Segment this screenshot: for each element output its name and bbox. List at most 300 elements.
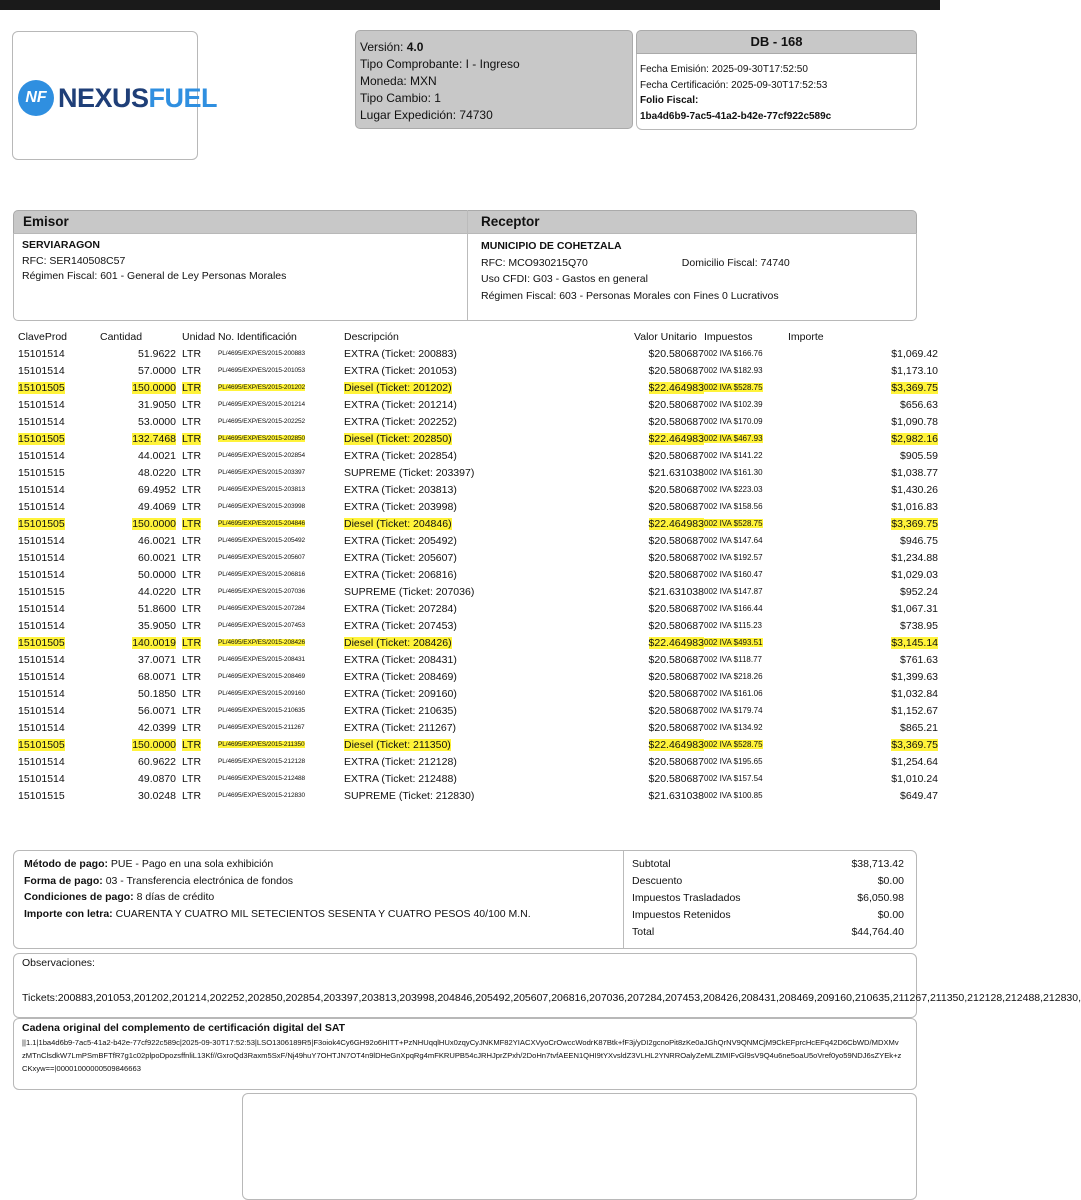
cell-descripcion: EXTRA (Ticket: 200883) [344,347,457,360]
cell-descripcion: EXTRA (Ticket: 201214) [344,398,457,411]
cell-importe: $3,369.75 [891,381,938,394]
cell-descripcion: EXTRA (Ticket: 210635) [344,704,457,717]
cell-valor: $21.631038 [648,466,704,479]
cell-id: PL/4695/EXP/ES/2015-209160 [218,690,306,697]
cell-descripcion: Diesel (Ticket: 208426) [344,636,452,649]
cell-id: PL/4695/EXP/ES/2015-201053 [218,367,306,374]
table-row [18,668,938,685]
cell-importe: $1,069.42 [891,347,938,360]
table-row [18,498,938,515]
cell-id: PL/4695/EXP/ES/2015-212830 [218,792,306,799]
col-cantidad: Cantidad [100,331,143,343]
cell-importe: $1,234.88 [891,551,938,564]
lugar-expedicion: Lugar Expedición: 74730 [360,108,493,122]
cell-valor: $21.631038 [648,789,704,802]
table-row [18,447,938,464]
cell-impuestos: 002 IVA $528.75 [704,383,763,392]
cell-id: PL/4695/EXP/ES/2015-206816 [218,571,306,578]
cell-unidad: LTR [182,551,202,564]
cell-unidad: LTR [182,704,202,717]
cell-valor: $20.580687 [648,551,704,564]
cell-clave: 15101514 [18,449,65,462]
cell-unidad: LTR [182,449,202,462]
cell-cantidad: 53.0000 [138,415,176,428]
cell-descripcion: EXTRA (Ticket: 203813) [344,483,457,496]
cell-cantidad: 150.0000 [132,738,176,751]
cell-id: PL/4695/EXP/ES/2015-202854 [218,452,306,459]
metodo-pago: PUE - Pago en una sola exhibición [110,858,274,870]
table-row [18,634,938,651]
table-row [18,583,938,600]
logo-text: NEXUSFUEL [58,82,218,113]
cell-cantidad: 48.0220 [138,466,176,479]
cell-impuestos: 002 IVA $179.74 [704,706,763,715]
cell-clave: 15101514 [18,364,65,377]
total-row: Impuestos Retenidos $0.00 [632,909,904,921]
cell-cantidad: 49.4069 [138,500,176,513]
cell-descripcion: EXTRA (Ticket: 212128) [344,755,457,768]
cell-clave: 15101514 [18,755,65,768]
table-row [18,702,938,719]
col-clave: ClaveProd [18,331,68,343]
cell-unidad: LTR [182,568,202,581]
cell-id: PL/4695/EXP/ES/2015-205607 [218,554,306,561]
cell-id: PL/4695/EXP/ES/2015-208426 [218,639,306,646]
cell-id: PL/4695/EXP/ES/2015-207453 [218,622,306,629]
cell-id: PL/4695/EXP/ES/2015-211350 [218,741,305,748]
cell-clave: 15101514 [18,347,65,360]
cell-valor: $20.580687 [648,653,704,666]
cell-clave: 15101514 [18,721,65,734]
cell-valor: $20.580687 [648,687,704,700]
cell-impuestos: 002 IVA $223.03 [704,485,763,494]
moneda: Moneda: MXN [360,74,437,88]
cell-id: PL/4695/EXP/ES/2015-212488 [218,775,306,782]
importe-letra: CUARENTA Y CUATRO MIL SETECIENTOS SESENTA Y CUATRO PESOS 40/100 M.N. [115,907,531,920]
cell-clave: 15101514 [18,704,65,717]
receptor-info [481,238,790,304]
folio-label: Folio Fiscal: [640,95,699,106]
cell-valor: $22.464983 [648,738,704,751]
cell-descripcion: EXTRA (Ticket: 203998) [344,500,457,513]
cell-cantidad: 69.4952 [138,483,176,496]
fecha-certificacion: Fecha Certificación: 2025-09-30T17:52:53 [640,79,828,91]
cell-importe: $1,016.83 [891,500,938,513]
cell-unidad: LTR [182,653,202,666]
cell-id: PL/4695/EXP/ES/2015-201214 [218,401,306,408]
table-row [18,464,938,481]
cell-importe: $2,982.16 [891,432,938,445]
cell-impuestos: 002 IVA $157.54 [704,774,763,783]
cell-valor: $20.580687 [648,670,704,683]
cell-descripcion: EXTRA (Ticket: 205492) [344,534,457,547]
cell-importe: $656.63 [900,398,938,411]
cell-unidad: LTR [182,517,202,530]
cell-descripcion: EXTRA (Ticket: 212488) [344,772,457,785]
cell-clave: 15101514 [18,619,65,632]
cell-impuestos: 002 IVA $182.93 [704,366,763,375]
cell-importe: $1,399.63 [891,670,938,683]
cell-clave: 15101515 [18,466,65,479]
cell-cantidad: 68.0071 [138,670,176,683]
cell-clave: 15101514 [18,398,65,411]
cell-importe: $3,145.14 [891,636,938,649]
cell-cantidad: 132.7468 [132,432,176,445]
cell-unidad: LTR [182,500,202,513]
cell-valor: $20.580687 [648,500,704,513]
cell-valor: $20.580687 [648,449,704,462]
cell-unidad: LTR [182,619,202,632]
table-row [18,753,938,770]
cadena-title: Cadena original del complemento de certificación digital del SAT [22,1022,346,1034]
col-impuestos: Impuestos [704,331,753,343]
cell-clave: 15101505 [18,381,65,394]
cell-unidad: LTR [182,398,202,411]
cell-valor: $20.580687 [648,772,704,785]
cell-descripcion: Diesel (Ticket: 211350) [344,738,451,751]
cell-id: PL/4695/EXP/ES/2015-211267 [218,724,305,731]
cell-descripcion: EXTRA (Ticket: 206816) [344,568,457,581]
emisor-regimen: Régimen Fiscal: 601 - General de Ley Personas Morales [22,270,287,282]
cell-impuestos: 002 IVA $170.09 [704,417,763,426]
totals [632,856,904,941]
cell-importe: $946.75 [900,534,938,547]
table-row [18,736,938,753]
cell-impuestos: 002 IVA $100.85 [704,791,763,800]
receptor-heading: Receptor [481,214,540,229]
cell-valor: $21.631038 [648,585,704,598]
cell-importe: $1,090.78 [891,415,938,428]
cell-unidad: LTR [182,466,202,479]
table-row [18,685,938,702]
col-id: No. Identificación [218,331,297,343]
cell-unidad: LTR [182,738,202,751]
cell-valor: $20.580687 [648,364,704,377]
cell-id: PL/4695/EXP/ES/2015-200883 [218,350,306,357]
cell-id: PL/4695/EXP/ES/2015-205492 [218,537,306,544]
cell-descripcion: Diesel (Ticket: 204846) [344,517,452,530]
invoice-id-panel [636,30,917,130]
cell-importe: $1,010.24 [891,772,938,785]
cell-unidad: LTR [182,687,202,700]
total-row: Impuestos Trasladados $6,050.98 [632,892,904,904]
receptor-regimen: Régimen Fiscal: 603 - Personas Morales con Fines 0 Lucrativos [481,289,779,302]
table-row [18,770,938,787]
logo-mark-icon: NF [18,80,54,116]
cell-id: PL/4695/EXP/ES/2015-202850 [218,435,306,442]
cell-id: PL/4695/EXP/ES/2015-208431 [218,656,306,663]
cell-impuestos: 002 IVA $102.39 [704,400,763,409]
cell-unidad: LTR [182,772,202,785]
folio-fiscal: 1ba4d6b9-7ac5-41a2-b42e-77cf922c589c [640,110,832,122]
cell-id: PL/4695/EXP/ES/2015-208469 [218,673,306,680]
cell-descripcion: EXTRA (Ticket: 205607) [344,551,457,564]
col-descripcion: Descripción [344,331,399,343]
items-table [18,329,938,804]
cell-importe: $649.47 [900,789,938,802]
observaciones-title: Observaciones: [22,957,95,969]
table-row [18,600,938,617]
table-row [18,532,938,549]
cell-valor: $22.464983 [648,517,704,530]
payment-info: Método de pago: PUE - Pago en una sola exhibición Forma de pago: 03 - Transferencia electrónica de fondos Condiciones de pago: 8 días de crédito Importe con letra: CUARENTA Y CUATRO MIL SETECIENTOS SESENTA Y CUATRO PESOS 40/100 M.N. [24,858,531,920]
cell-valor: $20.580687 [648,721,704,734]
cell-cantidad: 56.0071 [138,704,176,717]
table-row [18,362,938,379]
cell-clave: 15101505 [18,432,65,445]
cell-clave: 15101505 [18,738,65,751]
table-row [18,481,938,498]
cell-cantidad: 49.0870 [138,772,176,785]
col-unidad: Unidad [182,331,216,343]
cell-clave: 15101514 [18,602,65,615]
condiciones-pago: 8 días de crédito [136,891,215,903]
table-row [18,515,938,532]
table-row [18,379,938,396]
cell-impuestos: 002 IVA $141.22 [704,451,763,460]
receptor-uso: Uso CFDI: G03 - Gastos en general [481,273,648,285]
cell-unidad: LTR [182,483,202,496]
cell-importe: $1,067.31 [891,602,938,615]
cell-valor: $22.464983 [648,636,704,649]
cell-unidad: LTR [182,755,202,768]
col-importe: Importe [788,331,824,343]
cell-cantidad: 150.0000 [132,517,176,530]
cell-cantidad: 44.0220 [138,585,176,598]
table-row [18,566,938,583]
cell-valor: $20.580687 [648,568,704,581]
cell-clave: 15101514 [18,415,65,428]
cell-importe: $1,173.10 [891,364,938,377]
cell-valor: $20.580687 [648,534,704,547]
signature-panel [242,1093,917,1200]
cell-descripcion: EXTRA (Ticket: 211267) [344,721,457,734]
cell-unidad: LTR [182,585,202,598]
receptor-name: MUNICIPIO DE COHETZALA [481,240,622,252]
cell-clave: 15101514 [18,687,65,700]
cell-clave: 15101505 [18,517,65,530]
cell-clave: 15101514 [18,568,65,581]
table-row [18,549,938,566]
cell-cantidad: 60.9622 [138,755,176,768]
cell-id: PL/4695/EXP/ES/2015-212128 [218,758,306,765]
cell-id: PL/4695/EXP/ES/2015-203998 [218,503,306,510]
cell-importe: $952.24 [900,585,938,598]
cell-impuestos: 002 IVA $218.26 [704,672,763,681]
cell-clave: 15101514 [18,772,65,785]
cell-id: PL/4695/EXP/ES/2015-204846 [218,520,306,527]
cell-clave: 15101514 [18,483,65,496]
cell-descripcion: Diesel (Ticket: 202850) [344,432,452,445]
tipo-cambio: Tipo Cambio: 1 [360,91,441,105]
cadena-text: ||1.1|1ba4d6b9-7ac5-41a2-b42e-77cf922c589c|2025-09-30T17:52:53|LSO1306189R5|F3oiok4Cy6GH92o6HITT+PzNHUqqlHUx0zqyCyJNKMF82YIACXVyoCrOwccWodrK87Btk+fF3j/yDI2gcnoPit8zKe0aJGhQrNV9QNMCjM9CkEFprcHcEFq42D6CbWD/MDXMvzMTnClsdkW7LmPSmBFTfR7g1c02plpoDpozsffnliL13Kf//GxroQd3Raxm5SxF/Nj49huY7OHTJN7OT4n9lDHeGnXpqRg4mFKRUPB54cJRHJprZPxh/2DoHn7tvfAEEN1QHI9tYXvsldZ3VLHL2YNRROalyZeMLZtMIFvGl9sV9Q4u6ne5oaU5oVref0yo59NDJ6sZYEk+zCKxyw==|00001000000509846663 [22,1038,902,1073]
cell-descripcion: SUPREME (Ticket: 212830) [344,789,475,802]
cell-importe: $1,430.26 [891,483,938,496]
cell-cantidad: 51.9622 [138,347,176,360]
cell-valor: $20.580687 [648,619,704,632]
cell-clave: 15101505 [18,636,65,649]
cell-cantidad: 37.0071 [138,653,176,666]
cell-impuestos: 002 IVA $192.57 [704,553,763,562]
cell-impuestos: 002 IVA $166.44 [704,604,763,613]
observaciones-text: Tickets:200883,201053,201202,201214,202252,202850,202854,203397,203813,203998,204846,205492,205607,206816,207036,207284,207453,208426,208431,208469,209160,210635,211267,211350,212128,212488,212830, [22,992,1081,1004]
cell-unidad: LTR [182,670,202,683]
table-row [18,396,938,413]
cell-descripcion: EXTRA (Ticket: 207284) [344,602,457,615]
emisor-rfc: RFC: SER140508C57 [22,254,126,267]
cell-impuestos: 002 IVA $160.47 [704,570,763,579]
cell-cantidad: 57.0000 [138,364,176,377]
receptor-rfc: RFC: MCO930215Q70 [481,256,588,269]
emisor-heading: Emisor [23,214,69,229]
cell-valor: $20.580687 [648,398,704,411]
cell-unidad: LTR [182,721,202,734]
cell-importe: $1,038.77 [891,466,938,479]
total-row: Descuento $0.00 [632,875,904,887]
table-row [18,719,938,736]
cell-cantidad: 50.0000 [138,568,176,581]
cell-impuestos: 002 IVA $118.77 [704,655,762,664]
table-row [18,651,938,668]
cell-cantidad: 140.0019 [132,636,176,649]
cell-importe: $1,032.84 [891,687,938,700]
cell-importe: $738.95 [900,619,938,632]
cell-impuestos: 002 IVA $158.56 [704,502,763,511]
total-row: Total $44,764.40 [632,926,904,938]
cell-importe: $1,029.03 [891,568,938,581]
cell-unidad: LTR [182,789,202,802]
cell-clave: 15101514 [18,500,65,513]
table-row [18,617,938,634]
cell-clave: 15101514 [18,534,65,547]
cell-valor: $20.580687 [648,602,704,615]
table-row [18,413,938,430]
divider [467,210,468,320]
cell-descripcion: SUPREME (Ticket: 203397) [344,466,475,479]
cell-valor: $20.580687 [648,415,704,428]
emisor-receptor-header [13,210,917,234]
cell-impuestos: 002 IVA $528.75 [704,519,763,528]
observaciones-panel [13,953,1081,1018]
cell-valor: $20.580687 [648,483,704,496]
cell-cantidad: 31.9050 [138,398,176,411]
cell-valor: $22.464983 [648,381,704,394]
divider [623,851,624,948]
table-header-row [18,329,938,345]
cell-id: PL/4695/EXP/ES/2015-201202 [218,384,306,391]
forma-pago: 03 - Transferencia electrónica de fondos [105,874,294,887]
top-bar [0,0,940,10]
cell-cantidad: 42.0399 [138,721,176,734]
cell-impuestos: 002 IVA $467.93 [704,434,763,443]
cell-cantidad: 30.0248 [138,789,176,802]
cell-unidad: LTR [182,432,202,445]
cell-valor: $20.580687 [648,347,704,360]
cell-impuestos: 002 IVA $528.75 [704,740,763,749]
emisor-name: SERVIARAGON [22,239,100,251]
cell-cantidad: 51.8600 [138,602,176,615]
cell-clave: 15101514 [18,551,65,564]
version-panel: Versión: 4.0 Tipo Comprobante: I - Ingreso Moneda: MXN Tipo Cambio: 1 Lugar Expedición: 74730 [355,30,633,129]
cell-id: PL/4695/EXP/ES/2015-203397 [218,469,306,476]
invoice-number: DB - 168 [636,30,917,54]
cell-importe: $3,369.75 [891,517,938,530]
cell-clave: 15101514 [18,653,65,666]
company-logo [18,80,217,116]
cell-descripcion: SUPREME (Ticket: 207036) [344,585,475,598]
cell-descripcion: EXTRA (Ticket: 209160) [344,687,457,700]
cell-descripcion: EXTRA (Ticket: 202252) [344,415,457,428]
cell-valor: $20.580687 [648,704,704,717]
cell-impuestos: 002 IVA $493.51 [704,638,763,647]
cell-descripcion: EXTRA (Ticket: 208431) [344,653,457,666]
cell-impuestos: 002 IVA $147.87 [704,587,763,596]
cell-cantidad: 150.0000 [132,381,176,394]
cell-id: PL/4695/EXP/ES/2015-203813 [218,486,306,493]
cell-importe: $905.59 [900,449,938,462]
cell-importe: $1,152.67 [891,704,938,717]
cell-id: PL/4695/EXP/ES/2015-207036 [218,588,306,595]
cell-unidad: LTR [182,347,202,360]
cell-importe: $865.21 [900,721,938,734]
cell-impuestos: 002 IVA $166.76 [704,349,763,358]
cell-valor: $22.464983 [648,432,704,445]
cell-clave: 15101514 [18,670,65,683]
col-valor: Valor Unitario [634,331,697,343]
cell-impuestos: 002 IVA $195.65 [704,757,763,766]
cell-importe: $1,254.64 [891,755,938,768]
cell-impuestos: 002 IVA $134.92 [704,723,763,732]
total-row: Subtotal $38,713.42 [632,858,904,870]
cell-importe: $3,369.75 [891,738,938,751]
cell-unidad: LTR [182,602,202,615]
cell-impuestos: 002 IVA $161.30 [704,468,763,477]
cell-cantidad: 44.0021 [138,449,176,462]
cell-id: PL/4695/EXP/ES/2015-202252 [218,418,306,425]
cell-unidad: LTR [182,636,202,649]
cell-importe: $761.63 [900,653,938,666]
cell-unidad: LTR [182,381,202,394]
cell-descripcion: EXTRA (Ticket: 207453) [344,619,457,632]
version-value: 4.0 [406,40,424,54]
table-row [18,430,938,447]
cell-cantidad: 46.0021 [138,534,176,547]
cell-id: PL/4695/EXP/ES/2015-207284 [218,605,306,612]
cell-id: PL/4695/EXP/ES/2015-210635 [218,707,306,714]
tipo-comprobante: Tipo Comprobante: I - Ingreso [360,57,520,71]
cell-descripcion: EXTRA (Ticket: 208469) [344,670,457,683]
cell-unidad: LTR [182,364,202,377]
cell-unidad: LTR [182,415,202,428]
cell-clave: 15101515 [18,789,65,802]
cell-impuestos: 002 IVA $115.23 [704,621,762,630]
cell-impuestos: 002 IVA $147.64 [704,536,763,545]
cell-descripcion: EXTRA (Ticket: 202854) [344,449,457,462]
cell-valor: $20.580687 [648,755,704,768]
cell-descripcion: Diesel (Ticket: 201202) [344,381,452,394]
receptor-domicilio: Domicilio Fiscal: 74740 [681,256,790,269]
cell-cantidad: 35.9050 [138,619,176,632]
table-row [18,787,938,804]
cell-unidad: LTR [182,534,202,547]
cell-descripcion: EXTRA (Ticket: 201053) [344,364,457,377]
fecha-emision: Fecha Emisión: 2025-09-30T17:52:50 [640,64,808,75]
table-row [18,345,938,362]
cell-clave: 15101515 [18,585,65,598]
cell-cantidad: 60.0021 [138,551,176,564]
cell-cantidad: 50.1850 [138,687,176,700]
emisor-info [22,238,286,285]
